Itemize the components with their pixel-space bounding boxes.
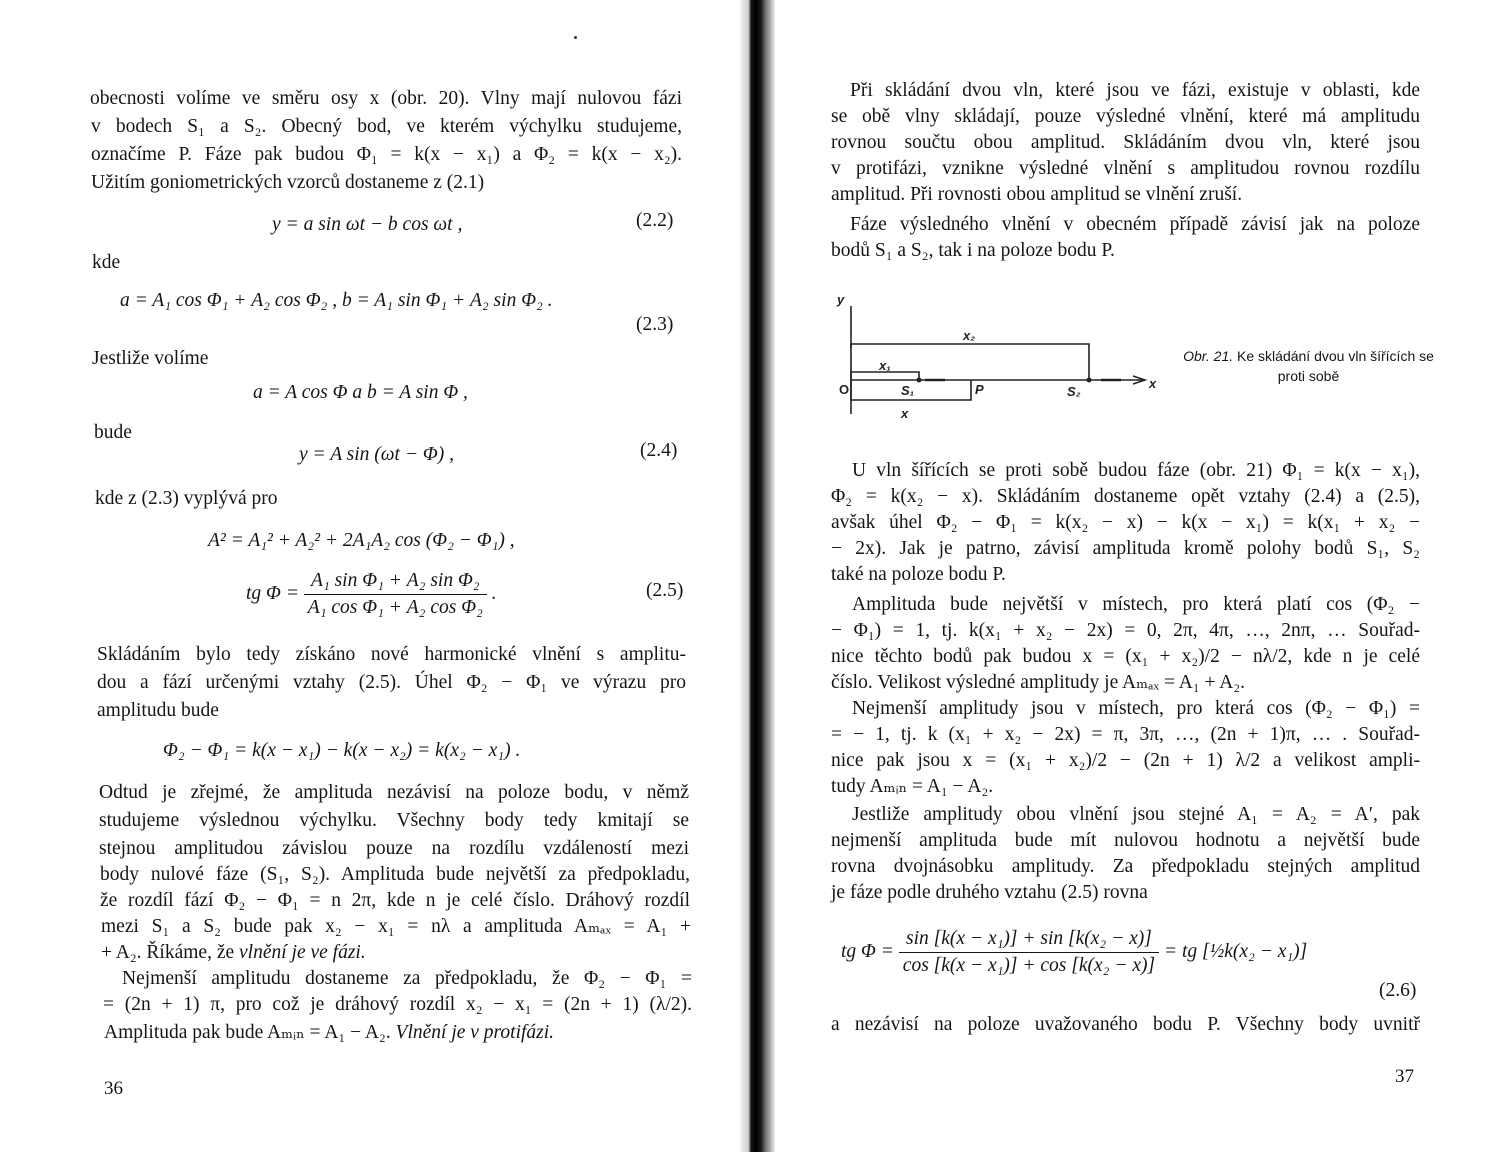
text-line: Odtud je zřejmé, že amplituda nezávisí na poloze bodu, v němž [99,782,689,803]
book-spine [740,0,775,1152]
text-line: nejmenší amplituda bude mít nulovou hodnotu a největší bude [831,830,1420,851]
equation-2-4: y = A sin (ωt − Φ) , [299,444,454,465]
equation-2-2: y = a sin ωt − b cos ωt , [272,214,463,235]
text-line: nice pak jsou x = (x₁ + x₂)/2 − (2n + 1) λ/2 a velikost ampli- [831,750,1420,771]
text-line: nice těchto bodů pak budou x = (x₁ + x₂)/2 − nλ/2, kde n je celé [831,646,1420,667]
equation-choice: a = A cos Φ a b = A sin Φ , [253,382,468,403]
text-line: je fáze podle druhého vztahu (2.5) rovna [831,882,1148,903]
text-line: také na poloze bodu P. [831,564,1006,585]
text-line: se obě vlny skládají, pouze výsledné vlnění, které má amplitudu [831,106,1420,127]
text-line: tudy Aₘᵢₙ = A₁ − A₂. [831,776,994,797]
page-number: 37 [1395,1066,1414,1087]
label-x-axis: x [1149,376,1157,391]
equation-number: (2.5) [646,580,684,601]
x1-bracket [851,372,919,380]
text-line: U vln šířících se proti sobě budou fáze (obr. 21) Φ₁ = k(x − x₁), [852,460,1420,481]
equation-2-6 [841,926,1307,979]
text-line: obecnosti volíme ve směru osy x (obr. 20). Vlny mají nulovou fázi [90,88,682,109]
equation-2-3: a = A₁ cos Φ₁ + A₂ cos Φ₂ , b = A₁ sin Φ₁ + A₂ sin Φ₂ . [120,290,553,311]
text-run: Amplituda pak bude Aₘᵢₙ = A₁ − A₂. [104,1022,391,1043]
equation-phase-difference: Φ₂ − Φ₁ = k(x − x₁) − k(x − x₂) = k(x₂ − x₁) . [163,740,521,761]
fraction-denominator: cos [k(x − x₁)] + cos [k(x₂ − x)] [902,955,1156,976]
text-run: + A₂. Říkáme, že [101,942,235,963]
equation-number: (2.2) [636,210,674,231]
point-s1 [917,378,922,383]
text-line: amplitudu bude [97,700,219,721]
text-line: že rozdíl fází Φ₂ − Φ₁ = n 2π, kde n je celé číslo. Dráhový rozdíl [100,890,690,911]
equation-period: . [491,582,497,604]
scan-speck [574,36,577,39]
equation-number: (2.4) [640,440,678,461]
text-line: Amplituda bude největší v místech, pro která platí cos (Φ₂ − [852,594,1420,615]
text-line: Při skládání dvou vln, které jsou ve fázi, existuje v oblasti, kde [850,80,1420,101]
label-s2: S₂ [1067,384,1081,399]
text-line: Nejmenší amplitudy jsou v místech, pro která cos (Φ₂ − Φ₁) = [852,698,1420,719]
label-s1: S₁ [901,383,915,398]
caption-text: Ke skládání dvou vln šířících se proti sobě [1237,348,1434,384]
text-line: a nezávisí na poloze uvažovaného bodu P. Všechny body uvnitř [831,1014,1420,1035]
text-line: mezi S₁ a S₂ bude pak x₂ − x₁ = nλ a amplituda Aₘₐₓ = A₁ + [101,916,691,937]
text-line: označíme P. Fáze pak budou Φ₁ = k(x − x₁) a Φ₂ = k(x − x₂). [91,144,682,165]
fraction-denominator: A₁ cos Φ₁ + A₂ cos Φ₂ [307,597,483,618]
caption-prefix: Obr. 21. [1183,348,1234,364]
equation-number: (2.3) [636,314,674,335]
fraction-numerator: sin [k(x − x₁)] + sin [k(x₂ − x)] [899,926,1159,953]
equation-rhs: = tg [½k(x₂ − x₁)] [1163,940,1308,962]
text-line: číslo. Velikost výsledné amplitudy je Aₘₐₓ = A₁ + A₂. [831,672,1246,693]
left-page [0,0,740,1152]
emphasis-text: Vlnění je v protifázi. [395,1022,555,1043]
fraction [304,568,487,621]
text-line: Φ₂ = k(x₂ − x). Skládáním dostaneme opět vztahy (2.4) a (2.5), [831,486,1420,507]
text-line: Jestliže amplitudy obou vlnění jsou stejné A₁ = A₂ = A′, pak [852,804,1420,825]
text-line: v bodech S₁ a S₂. Obecný bod, ve kterém výchylku studujeme, [91,116,682,137]
text-line: − Φ₁) = 1, tj. k(x₁ + x₂ − 2x) = 0, 2π, 4π, …, 2nπ, … Souřad- [831,620,1420,641]
equation-lhs: tg Φ = [841,940,894,962]
text-line: − 2x). Jak je patrno, závisí amplituda kromě polohy bodů S₁, S₂ [831,538,1420,559]
text-line: studujeme výslednou výchylku. Všechny body tedy kmitají se [99,810,689,831]
label-x: x [901,406,909,421]
text-line: kde z (2.3) vyplývá pro [95,488,278,509]
text-line: body nulové fáze (S₁, S₂). Amplituda bude největší za předpokladu, [100,864,690,885]
label-p: P [975,382,984,397]
text-line: bodů S₁ a S₂, tak i na poloze bodu P. [831,240,1115,261]
fraction-numerator: A₁ sin Φ₁ + A₂ sin Φ₂ [304,568,487,595]
text-line: = (2n + 1) π, pro což je dráhový rozdíl x₂ − x₁ = (2n + 1) (λ/2). [103,994,692,1015]
text-line: rovnou součtu obou amplitud. Skládáním dvou vln, které jsou [831,132,1420,153]
figure-21-diagram [835,292,1175,432]
text-line: rovna dvojnásobku amplitudy. Za předpokladu stejných amplitud [831,856,1420,877]
text-line: Fáze výsledného vlnění v obecném případě závisí jak na poloze [850,214,1420,235]
equation-number: (2.6) [1379,980,1417,1001]
text-line: dou a fází určenými vztahy (2.5). Úhel Φ₂ − Φ₁ ve výrazu pro [97,672,686,693]
text-line: amplitud. Při rovnosti obou amplitud se vlnění zruší. [831,184,1243,205]
equation-amplitude: A² = A₁² + A₂² + 2A₁A₂ cos (Φ₂ − Φ₁) , [208,530,515,551]
fraction [899,926,1159,979]
figure-caption [1177,346,1440,386]
emphasis-text: vlnění je ve fázi. [239,942,366,963]
label-origin: O [839,382,850,397]
page-number: 36 [104,1078,123,1099]
text-line: v protifázi, vznikne výsledné vlnění s amplitudou rovnou rozdílu [831,158,1420,179]
text-line: Skládáním bylo tedy získáno nové harmonické vlnění s amplitu- [97,644,686,665]
equation-tangent [246,568,497,621]
right-page [775,0,1506,1152]
text-line: Jestliže volíme [92,348,209,369]
point-s2 [1087,378,1092,383]
text-line: avšak úhel Φ₂ − Φ₁ = k(x₂ − x) − k(x − x₁) = k(x₁ + x₂ − [831,512,1420,533]
text-line: bude [94,422,132,443]
label-x2: x₂ [963,328,976,343]
text-line: Nejmenší amplitudu dostaneme za předpokladu, že Φ₂ − Φ₁ = [122,968,692,989]
text-line: stejnou amplitudou závislou pouze na rozdílu vzdáleností mezi [99,838,689,859]
text-line [104,1020,554,1046]
text-line [101,940,366,966]
text-line: Užitím goniometrických vzorců dostaneme z (2.1) [91,172,485,193]
text-line: kde [92,252,121,273]
equation-lhs: tg Φ = [246,582,299,604]
text-line: = − 1, tj. k (x₁ + x₂ − 2x) = π, 3π, …, (2n + 1)π, … . Souřad- [831,724,1420,745]
label-y: y [837,292,845,307]
label-x1: x₁ [879,358,891,373]
